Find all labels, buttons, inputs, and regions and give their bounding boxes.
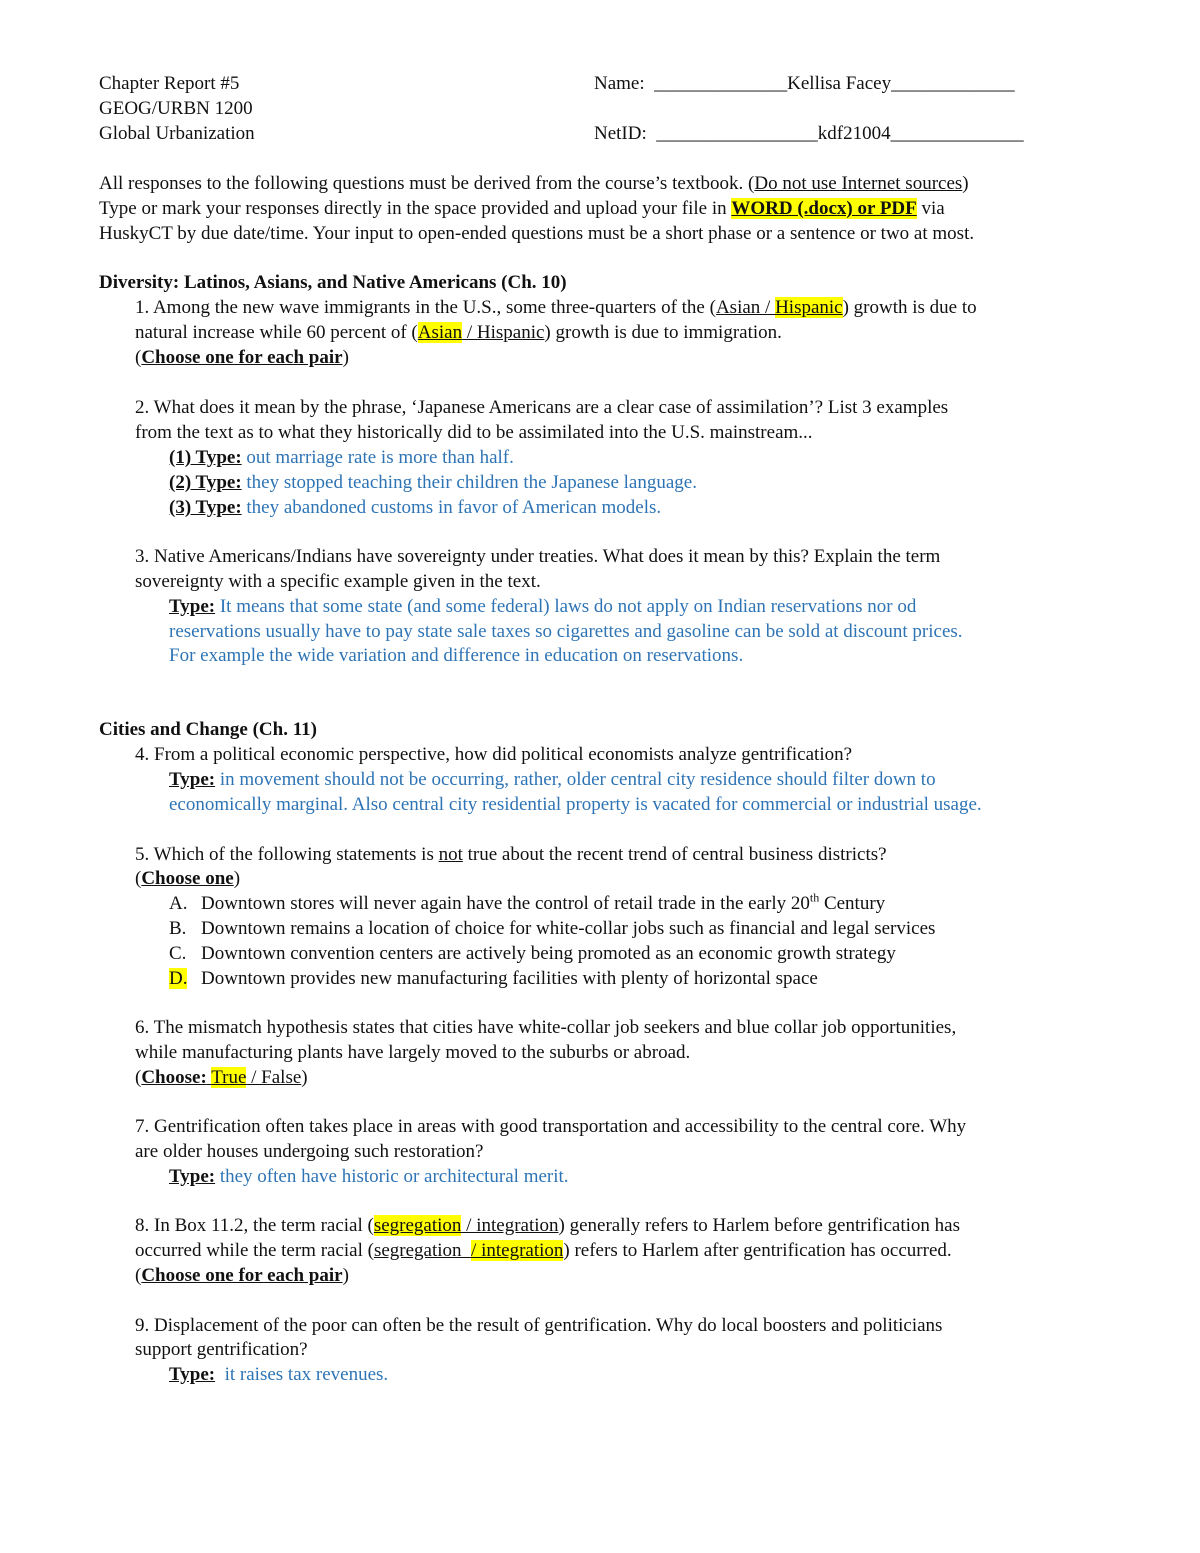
- instructions-text: ): [962, 173, 969, 194]
- instructions-text: Type or mark your responses directly in the space provided and upload your file in: [99, 198, 732, 219]
- q8-choice-segregation-selected[interactable]: segregation: [373, 1215, 462, 1236]
- instructions-line-1: [99, 172, 969, 196]
- q1-text: 1. Among the new wave immigrants in the U.S., some three-quarters of the (: [135, 297, 716, 318]
- q2-answer-1[interactable]: [169, 446, 514, 470]
- q8-choice-integration[interactable]: / integration: [461, 1215, 559, 1236]
- q8-instruction: [135, 1264, 349, 1288]
- q5-option-d-selected[interactable]: [169, 967, 818, 991]
- q8-choice-integration-selected[interactable]: / integration: [471, 1240, 564, 1261]
- type-label: Type:: [169, 1166, 216, 1187]
- q6-line-1: 6. The mismatch hypothesis states that cities have white-collar job seekers and blue collar job opportunities,: [135, 1017, 957, 1038]
- choose-one-each-pair: Choose one for each pair: [141, 347, 343, 368]
- superscript: th: [809, 890, 820, 905]
- paren: ): [342, 347, 349, 368]
- q6-choice-true-selected[interactable]: True: [211, 1067, 247, 1088]
- q5-instruction: [135, 867, 240, 891]
- course-name: Global Urbanization: [99, 123, 255, 144]
- q1-choice-hispanic[interactable]: / Hispanic: [462, 322, 545, 343]
- course-code: GEOG/URBN 1200: [99, 98, 253, 119]
- q4-line-1: 4. From a political economic perspective, how did political economists analyze gentrification?: [135, 744, 853, 765]
- paren: ): [342, 1265, 349, 1286]
- instructions-line-3: HuskyCT by due date/time. Your input to open-ended questions must be a short phase or a sentence or two at most.: [99, 223, 975, 244]
- course-report-title: Chapter Report #5: [99, 73, 240, 94]
- q9-line-2: support gentrification?: [135, 1339, 308, 1360]
- option-text: Century: [819, 893, 886, 914]
- q1-choice-asian[interactable]: Asian /: [715, 297, 776, 318]
- q5-option-c[interactable]: [169, 942, 896, 966]
- q1-text: ) growth is due to immigration.: [544, 322, 782, 343]
- q7-line-2: are older houses undergoing such restoration?: [135, 1141, 484, 1162]
- file-format-highlight: WORD (.docx) or PDF: [731, 198, 917, 219]
- answer-text: It means that some state (and some federal) laws do not apply on Indian reservations nor od: [215, 596, 917, 617]
- type-label: (3) Type:: [169, 497, 242, 518]
- q2-line-2: from the text as to what they historically did to be assimilated into the U.S. mainstream...: [135, 422, 813, 443]
- q9-line-1: 9. Displacement of the poor can often be the result of gentrification. Why do local boosters and politicians: [135, 1315, 943, 1336]
- choose-label: Choose:: [141, 1067, 207, 1088]
- paren: ): [301, 1067, 308, 1088]
- option-letter: C.: [169, 943, 187, 964]
- name-field[interactable]: [594, 72, 1015, 96]
- netid-blank: _________________: [656, 123, 818, 144]
- name-blank: ______________: [654, 73, 788, 94]
- q2-line-1: 2. What does it mean by the phrase, ‘Japanese Americans are a clear case of assimilation’? List 3 examples: [135, 397, 949, 418]
- answer-text: out marriage rate is more than half.: [241, 447, 514, 468]
- q7-answer[interactable]: [169, 1165, 569, 1189]
- paren: ): [233, 868, 241, 889]
- paren: (: [135, 1067, 142, 1088]
- q5-option-b[interactable]: [169, 917, 935, 941]
- netid-blank: ______________: [890, 123, 1024, 144]
- q1-text: ) growth is due to: [842, 297, 977, 318]
- answer-text: they abandoned customs in favor of American models.: [241, 497, 662, 518]
- q1-choice-hispanic-selected[interactable]: Hispanic: [775, 297, 843, 318]
- q6-choice: [135, 1066, 308, 1090]
- netid-value: kdf21004: [817, 123, 891, 144]
- netid-field[interactable]: [594, 122, 1024, 146]
- answer-text: they often have historic or architectural merit.: [215, 1166, 569, 1187]
- choose-one-each-pair: Choose one for each pair: [141, 1265, 343, 1286]
- q8-text: ) generally refers to Harlem before gentrification has: [558, 1215, 960, 1236]
- answer-text: in movement should not be occurring, rather, older central city residence should filter down to: [215, 769, 936, 790]
- q9-answer[interactable]: [169, 1363, 388, 1387]
- q8-choice-segregation[interactable]: segregation: [373, 1240, 472, 1261]
- q2-answer-2[interactable]: [169, 471, 697, 495]
- q3-answer-line-3: For example the wide variation and difference in education on reservations.: [169, 645, 744, 666]
- q3-line-2: sovereignty with a specific example given in the text.: [135, 571, 541, 592]
- section-heading-cities: Cities and Change (Ch. 11): [99, 719, 317, 740]
- q5-text: true about the recent trend of central business districts?: [462, 844, 887, 865]
- instructions-line-2: [99, 197, 945, 221]
- q3-answer-line-2: reservations usually have to pay state sale taxes so cigarettes and gasoline can be sold at discount prices.: [169, 621, 963, 642]
- q6-choice-false[interactable]: / False: [246, 1067, 302, 1088]
- answer-text: they stopped teaching their children the Japanese language.: [241, 472, 697, 493]
- instructions-text: via: [916, 198, 945, 219]
- type-label: Type:: [169, 769, 216, 790]
- q1-line-2: [135, 321, 782, 345]
- name-label: Name:: [594, 73, 645, 94]
- type-label: Type:: [169, 596, 216, 617]
- q1-line-1: [135, 296, 977, 320]
- q8-line-1: [135, 1214, 960, 1238]
- option-letter-selected: D.: [169, 968, 188, 989]
- q7-line-1: 7. Gentrification often takes place in areas with good transportation and accessibility to the central core. Why: [135, 1116, 967, 1137]
- paren: (: [135, 868, 142, 889]
- option-text: Downtown provides new manufacturing facilities with plenty of horizontal space: [201, 968, 818, 989]
- q3-answer-line-1[interactable]: [169, 595, 916, 619]
- no-internet-note: Do not use Internet sources: [754, 173, 963, 194]
- instructions-text: All responses to the following questions must be derived from the course’s textbook. (: [99, 173, 755, 194]
- option-text: Downtown stores will never again have the control of retail trade in the early 20: [201, 893, 810, 914]
- q5-option-a[interactable]: [169, 892, 885, 916]
- q5-not-emphasis: not: [438, 844, 463, 865]
- q4-answer-line-2: economically marginal. Also central city residential property is vacated for commercial or industrial usage.: [169, 794, 982, 815]
- q2-answer-3[interactable]: [169, 496, 661, 520]
- q1-instruction: [135, 346, 349, 370]
- q5-line-1: [135, 843, 887, 867]
- q1-text: natural increase while 60 percent of (: [135, 322, 418, 343]
- q8-line-2: [135, 1239, 952, 1263]
- q4-answer-line-1[interactable]: [169, 768, 936, 792]
- choose-one: Choose one: [141, 868, 234, 889]
- type-label: (2) Type:: [169, 472, 242, 493]
- q8-text: ) refers to Harlem after gentrification has occurred.: [563, 1240, 952, 1261]
- q5-text: 5. Which of the following statements is: [135, 844, 439, 865]
- paren: (: [135, 1265, 142, 1286]
- q8-text: occurred while the term racial (: [135, 1240, 374, 1261]
- q8-text: 8. In Box 11.2, the term racial (: [135, 1215, 374, 1236]
- option-letter: A.: [169, 893, 188, 914]
- q3-line-1: 3. Native Americans/Indians have sovereignty under treaties. What does it mean by this? Explain the term: [135, 546, 941, 567]
- q6-line-2: while manufacturing plants have largely moved to the suburbs or abroad.: [135, 1042, 691, 1063]
- option-text: Downtown convention centers are actively being promoted as an economic growth strategy: [201, 943, 896, 964]
- netid-label: NetID:: [594, 123, 647, 144]
- option-letter-wrap: [169, 967, 201, 991]
- q1-choice-asian-selected[interactable]: Asian: [417, 322, 463, 343]
- option-text: Downtown remains a location of choice for white-collar jobs such as financial and legal services: [201, 918, 936, 939]
- type-label: (1) Type:: [169, 447, 242, 468]
- option-letter: B.: [169, 918, 187, 939]
- name-blank: _____________: [891, 73, 1015, 94]
- type-label: Type:: [169, 1364, 216, 1385]
- answer-text: it raises tax revenues.: [215, 1364, 389, 1385]
- name-value: Kellisa Facey: [787, 73, 892, 94]
- section-heading-diversity: Diversity: Latinos, Asians, and Native Americans (Ch. 10): [99, 272, 567, 293]
- paren: (: [135, 347, 142, 368]
